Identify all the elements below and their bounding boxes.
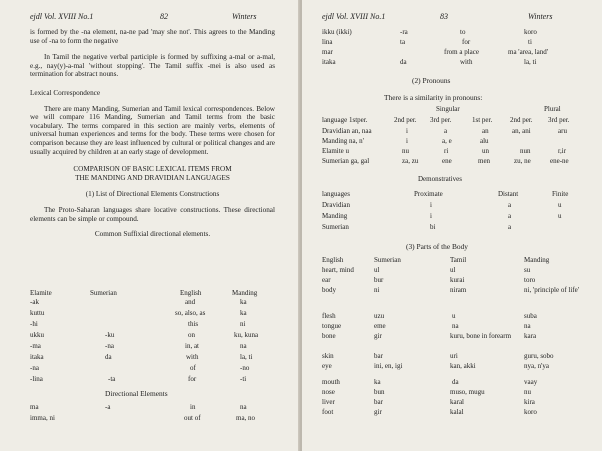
table-cell: ka: [374, 378, 381, 386]
table-cell: niram: [450, 286, 467, 294]
table-cell: ul: [374, 266, 380, 274]
table-cell: ene: [442, 157, 452, 165]
section-heading: Lexical Correspondence: [30, 88, 101, 97]
col-header: Sumerian: [374, 256, 401, 264]
table-cell: mar: [322, 48, 333, 56]
table-cell: bar: [374, 398, 383, 406]
table-cell: Manding na, n': [322, 137, 364, 145]
table-cell: itaka: [322, 58, 336, 66]
table-cell: this: [188, 320, 199, 328]
table-cell: on: [188, 331, 195, 339]
section-heading: (3) Parts of the Body: [406, 242, 468, 251]
table-cell: -ak: [30, 298, 39, 306]
col-header: Tamil: [450, 256, 467, 264]
table-cell: guru, sobo: [524, 352, 554, 360]
table-cell: ikku (ikki): [322, 28, 352, 36]
table-cell: an: [482, 127, 489, 135]
table-cell: bar: [374, 352, 383, 360]
table-cell: uzu: [374, 312, 385, 320]
table-cell: na: [240, 403, 247, 411]
table-cell: i: [406, 137, 408, 145]
table-cell: imma, ni: [30, 414, 55, 422]
table-cell: kalal: [450, 408, 464, 416]
table-cell: uri: [450, 352, 458, 360]
table-cell: so, also, as: [175, 309, 206, 317]
table-cell: for: [188, 375, 197, 383]
table-cell: -ra: [400, 28, 408, 36]
table-cell: a: [508, 223, 512, 231]
table-cell: Elamite u: [322, 147, 350, 155]
label-singular: Singular: [436, 105, 460, 113]
table-cell: r,ir: [558, 147, 567, 155]
paragraph: In Tamil the negative verbal participle is formed by suffixing a-mal or a-mal, e.g., nay(y)-a-mal 'without stopping'. The Tamil suffix -mei is also used as termination for abstract nouns.: [30, 53, 275, 79]
right-page: [302, 0, 602, 451]
table-cell: nya, n'ya: [524, 362, 549, 370]
table-cell: zu, ne: [514, 157, 531, 165]
table-cell: za, zu: [402, 157, 419, 165]
table-cell: nu: [402, 147, 409, 155]
col-header: Manding: [232, 289, 258, 297]
table-cell: u: [452, 312, 456, 320]
table-cell: gir: [374, 332, 382, 340]
section-title: COMPARISON OF BASIC LEXICAL ITEMS FROM: [73, 165, 232, 174]
table-cell: nun: [520, 147, 531, 155]
paragraph: There are many Manding, Sumerian and Tamil lexical correspondences. Below we will compare 116 Manding, Sumerian and Tamil terms from the basic vocabulary. The terms compared in this section are mainly verbs, elements of universal human experiences and terms for the body. These terms were chosen for comparison because they are least influenced by cultural or political changes and are usually acquired by children at an early stage of development.: [30, 104, 275, 156]
table-cell: out of: [184, 414, 201, 422]
left-body: [30, 28, 275, 239]
table-cell: for: [462, 38, 471, 46]
table-cell: flesh: [322, 312, 336, 320]
col-header: English: [322, 256, 344, 264]
table-cell: alu: [480, 137, 489, 145]
table-cell: kan, akki: [450, 362, 476, 370]
table-cell: foot: [322, 408, 334, 416]
subtable-title: Directional Elements: [105, 389, 168, 398]
table-cell: a: [444, 127, 448, 135]
table-cell: kuru, bone in forearm: [450, 332, 512, 340]
table-cell: ri: [444, 147, 449, 155]
table-cell: i: [430, 201, 432, 209]
col-header: language 1stper.: [322, 116, 368, 124]
section-title: THE MANDING AND DRAVIDIAN LANGUAGES: [75, 173, 230, 182]
table-cell: in, at: [185, 342, 199, 350]
label-plural: Plural: [544, 105, 561, 113]
table-cell: -ma: [30, 342, 41, 350]
table-title: Common Suffixial directional elements.: [94, 230, 211, 239]
paragraph: The Proto-Saharan languages share locative constructions. These directional elements can be simple or compound.: [30, 205, 275, 223]
table-cell: -lina: [30, 375, 43, 383]
left-page: [0, 0, 300, 451]
table-cell: ka: [240, 298, 247, 306]
table-cell: skin: [322, 352, 334, 360]
journal-title: ejdl Vol. XVIII No.1: [30, 12, 94, 21]
section-heading: Demonstratives: [418, 175, 462, 183]
table-cell: i: [406, 127, 408, 135]
table-cell: kara: [524, 332, 537, 340]
journal-title: ejdl Vol. XVIII No.1: [322, 12, 386, 21]
table-cell: a: [508, 212, 512, 220]
table-cell: ma, no: [236, 414, 256, 422]
table-cell: mouth: [322, 378, 340, 386]
table-cell: eye: [322, 362, 332, 370]
table-cell: ul: [450, 266, 456, 274]
table-cell: karal: [450, 398, 464, 406]
table-cell: ene-ne: [550, 157, 569, 165]
paragraph: There is a similarity in pronouns:: [384, 93, 483, 102]
col-header: Finite: [552, 190, 569, 198]
table-cell: -no: [240, 364, 250, 372]
table-cell: with: [460, 58, 473, 66]
table-cell: ma 'area, land': [508, 48, 549, 56]
table-cell: a, e: [442, 137, 452, 145]
table-cell: ni: [374, 286, 380, 294]
table-cell: -na: [105, 342, 114, 350]
table-cell: eme: [374, 322, 386, 330]
table-cell: lina: [322, 38, 333, 46]
table-cell: Sumerian ga, gal: [322, 157, 370, 165]
col-header: Manding: [524, 256, 550, 264]
col-header: Distant: [498, 190, 519, 198]
table-cell: -ta: [108, 375, 116, 383]
table-cell: ma: [30, 403, 39, 411]
table-cell: heart, mind: [322, 266, 354, 274]
table-cell: na: [240, 342, 247, 350]
table-cell: gir: [374, 408, 382, 416]
table-cell: ini, en, igi: [374, 362, 403, 370]
table-cell: nu: [524, 388, 531, 396]
table-cell: ta: [400, 38, 406, 46]
table-cell: ukku: [30, 331, 44, 339]
table-cell: ku, kuna: [234, 331, 259, 339]
table-cell: with: [186, 353, 199, 361]
col-header: Sumerian: [90, 289, 117, 297]
table-cell: i: [430, 212, 432, 220]
table-cell: an, ani: [512, 127, 531, 135]
table-cell: bur: [374, 276, 384, 284]
col-header: languages: [322, 190, 350, 198]
table-cell: aru: [558, 127, 567, 135]
table-cell: Dravidian an, naa: [322, 127, 372, 135]
col-header: Elamite: [30, 289, 52, 297]
col-header: 3rd per.: [548, 116, 570, 124]
table-cell: nose: [322, 388, 335, 396]
table-cell: u: [558, 201, 562, 209]
author-name: Winters: [528, 12, 553, 21]
table-cell: bun: [374, 388, 385, 396]
col-header: 1st per.: [472, 116, 493, 124]
table-cell: la, ti: [240, 353, 253, 361]
table-cell: muso, mugu: [450, 388, 485, 396]
table-cell: kira: [524, 398, 535, 406]
table-cell: -na: [30, 364, 39, 372]
table-cell: -a: [105, 403, 111, 411]
table-cell: kurai: [450, 276, 465, 284]
table-cell: un: [482, 147, 489, 155]
table-cell: itaka: [30, 353, 44, 361]
table-cell: Sumerian: [322, 223, 349, 231]
table-cell: -ti: [240, 375, 247, 383]
table-cell: of: [190, 364, 196, 372]
table-cell: body: [322, 286, 336, 294]
table-cell: Dravidian: [322, 201, 350, 209]
table-cell: -hi: [30, 320, 38, 328]
col-header: English: [180, 289, 202, 297]
table-cell: ti: [528, 38, 532, 46]
table-cell: da: [452, 378, 459, 386]
table-cell: da: [400, 58, 407, 66]
table-cell: to: [460, 28, 466, 36]
page-number: 83: [440, 12, 448, 21]
table-cell: bone: [322, 332, 336, 340]
table-cell: kuttu: [30, 309, 45, 317]
table-cell: ear: [322, 276, 331, 284]
col-header: 2nd per.: [394, 116, 417, 124]
col-header: 2nd per.: [510, 116, 533, 124]
table-cell: na: [452, 322, 459, 330]
col-header: 3rd per.: [430, 116, 452, 124]
table-cell: koro: [524, 408, 537, 416]
table-cell: -ku: [105, 331, 115, 339]
table-cell: bi: [430, 223, 436, 231]
table-cell: ka: [240, 309, 247, 317]
section-heading: (2) Pronouns: [412, 76, 451, 85]
col-header: Proximate: [414, 190, 443, 198]
table-cell: su: [524, 266, 531, 274]
table-cell: men: [478, 157, 491, 165]
table-cell: suba: [524, 312, 537, 320]
table-cell: u: [558, 212, 562, 220]
table-cell: liver: [322, 398, 335, 406]
table-cell: vaay: [524, 378, 538, 386]
table-cell: in: [190, 403, 196, 411]
table-cell: koro: [524, 28, 537, 36]
page-number: 82: [160, 12, 168, 21]
table-cell: ni, 'principle of life': [524, 286, 580, 294]
table-cell: da: [105, 353, 112, 361]
table-cell: Manding: [322, 212, 348, 220]
author-name: Winters: [232, 12, 257, 21]
table-cell: la, ti: [524, 58, 537, 66]
subsection-heading: (1) List of Directional Elements Constructions: [85, 190, 220, 199]
table-cell: a: [508, 201, 512, 209]
table-cell: ni: [240, 320, 246, 328]
paragraph: is formed by the -na element, na-ne pad 'may she not'. This agrees to the Manding use of -na to form the negative: [30, 28, 275, 45]
table-cell: from a place: [444, 48, 479, 56]
table-cell: na: [524, 322, 531, 330]
table-cell: and: [185, 298, 196, 306]
table-cell: toro: [524, 276, 536, 284]
table-cell: tongue: [322, 322, 342, 330]
